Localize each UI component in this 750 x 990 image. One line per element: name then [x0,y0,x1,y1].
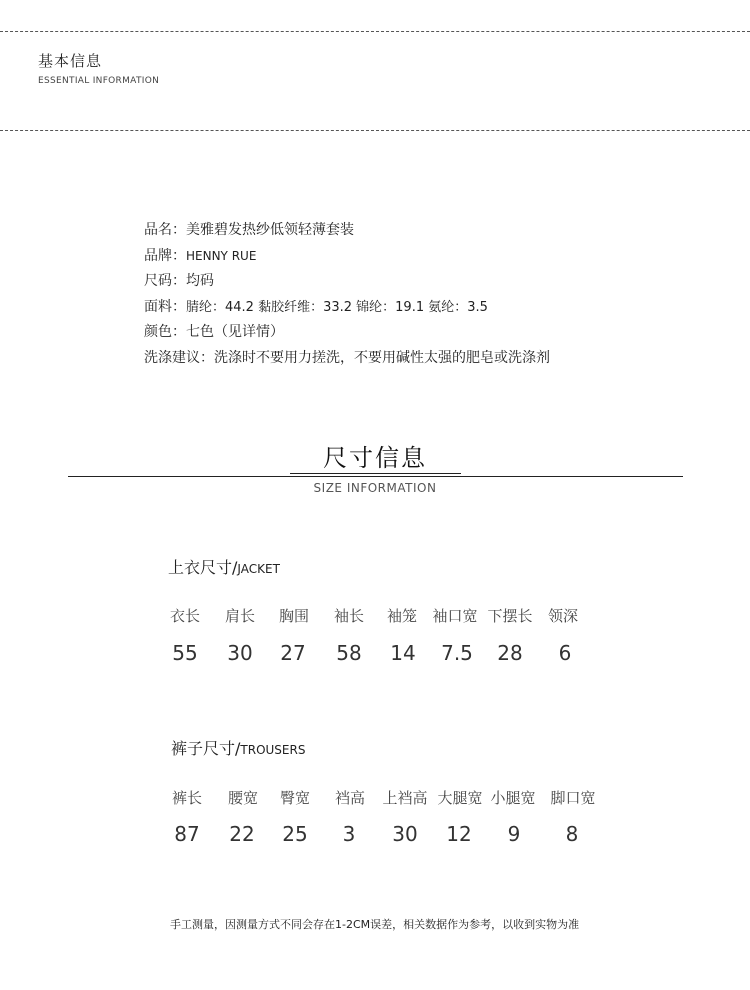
trousers-value: 3 [342,822,356,846]
trousers-value-row [0,822,750,850]
jacket-col-header: 袖长 [333,607,364,625]
essential-info-subtitle: ESSENTIAL INFORMATION [38,76,160,86]
jacket-value: 28 [497,641,523,665]
info-row-brand [144,244,550,270]
jacket-col-header: 领深 [547,607,578,625]
trousers-col-header: 上裆高 [382,789,428,807]
trousers-header-row [0,787,750,815]
info-value: 腈纶：44.2 黏胶纤维：33.2 锦纶：19.1 氨纶：3.5 [186,299,488,315]
section-dashed-divider [0,130,750,131]
info-row-washing [144,346,550,372]
jacket-heading-en: JACKET [237,562,280,576]
product-info-list [144,218,550,371]
info-row-name [144,218,550,244]
trousers-value: 25 [282,822,308,846]
info-value: 均码 [186,273,214,289]
info-value: 美雅碧发热纱低领轻薄套装 [186,222,354,238]
jacket-value: 6 [558,641,572,665]
trousers-col-header: 脚口宽 [550,789,596,807]
info-key: 面料： [144,298,186,315]
jacket-col-header: 袖口宽 [432,607,478,625]
top-dashed-divider [0,31,750,32]
trousers-col-header: 小腿宽 [490,789,536,807]
trousers-value: 8 [565,822,579,846]
info-row-color [144,320,550,346]
trousers-value: 9 [507,822,521,846]
info-value: HENNY RUE [186,248,257,263]
jacket-value: 27 [280,641,306,665]
trousers-col-header: 裆高 [334,789,365,807]
info-row-fabric [144,295,550,321]
trousers-col-header: 腰宽 [227,789,258,807]
jacket-col-header: 胸围 [278,607,309,625]
trousers-heading-cn: 裤子尺寸/ [171,739,241,758]
trousers-col-header: 裤长 [171,789,202,807]
info-value: 七色（见详情） [186,324,284,340]
essential-info-title: 基本信息 [38,52,103,70]
info-key: 品牌： [144,247,186,264]
essential-info-heading [38,50,159,86]
jacket-value-row [0,641,750,669]
info-value: 洗涤时不要用力搓洗，不要用碱性太强的肥皂或洗涤剂 [214,349,550,366]
trousers-value: 87 [174,822,200,846]
info-key: 洗涤建议： [144,349,214,366]
trousers-value: 30 [392,822,418,846]
info-key: 品名： [144,222,186,238]
jacket-value: 7.5 [441,641,473,665]
trousers-size-heading [171,736,305,759]
info-row-size [144,269,550,295]
jacket-value: 55 [172,641,198,665]
jacket-heading-cn: 上衣尺寸/ [168,558,238,577]
measurement-footnote: 手工测量，因测量方式不同会存在1-2CM误差，相关数据作为参考，以收到实物为准 [170,918,580,931]
jacket-value: 58 [336,641,362,665]
trousers-col-header: 大腿宽 [437,789,483,807]
jacket-value: 30 [227,641,253,665]
size-section-divider [68,476,683,477]
jacket-col-header: 肩长 [224,607,255,625]
jacket-size-heading [168,555,280,578]
trousers-heading-en: TROUSERS [240,743,306,757]
size-title-underline [290,473,461,474]
info-key: 颜色： [144,324,186,340]
jacket-col-header: 袖笼 [386,607,417,625]
size-info-title: 尺寸信息 [323,444,427,472]
size-info-subtitle: SIZE INFORMATION [313,481,437,495]
trousers-value: 12 [446,822,472,846]
jacket-col-header: 衣长 [169,607,200,625]
trousers-value: 22 [229,822,255,846]
jacket-value: 14 [390,641,416,665]
jacket-header-row [0,605,750,633]
trousers-col-header: 臀宽 [279,789,310,807]
info-key: 尺码： [144,273,186,289]
jacket-col-header: 下摆长 [487,607,533,625]
